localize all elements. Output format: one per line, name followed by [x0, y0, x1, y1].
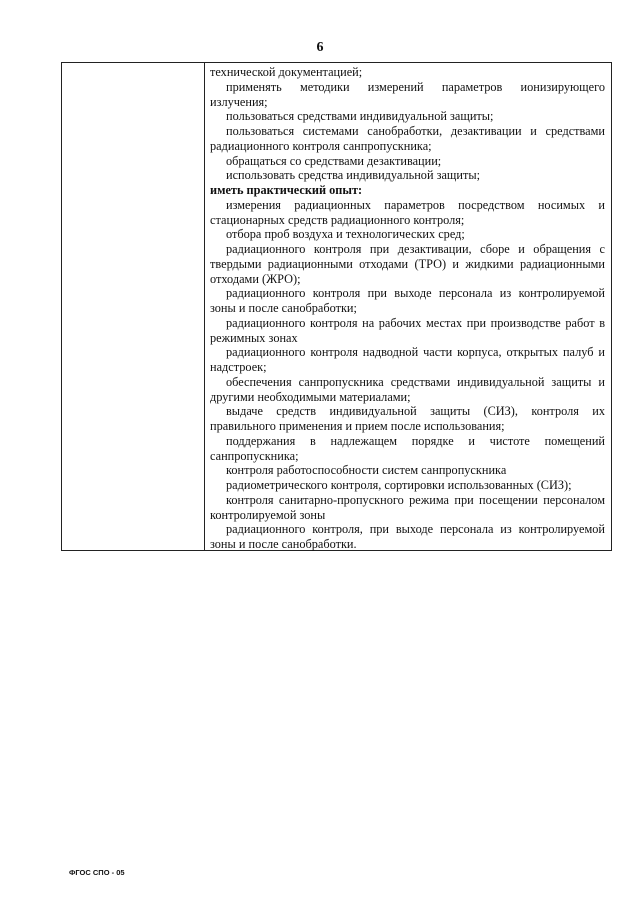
paragraph: использовать средства индивидуальной защиты; [226, 168, 481, 183]
paragraph: отбора проб воздуха и технологических сред; [226, 227, 465, 242]
table-left-column [62, 63, 205, 550]
paragraph: пользоваться средствами индивидуальной защиты; [226, 109, 494, 124]
section-heading: иметь практический опыт: [210, 183, 363, 197]
paragraph: радиационного контроля, при выходе персонала из контролируемой зоны и после санобработки. [210, 522, 605, 551]
paragraph: радиационного контроля надводной части корпуса, открытых палуб и надстроек; [210, 345, 605, 374]
paragraph: радиационного контроля на рабочих местах при производстве работ в режимных зонах [210, 315, 605, 345]
paragraph: контроля работоспособности систем санпропускника [226, 463, 507, 478]
paragraph: пользоваться системами санобработки, дезактивации и средствами радиационного контроля санпропускника; [210, 124, 605, 153]
paragraph: радиационного контроля при выходе персонала из контролируемой зоны и после санобработки; [210, 286, 605, 315]
footer-code: ФГОС СПО - 05 [69, 868, 125, 877]
paragraph: обращаться со средствами дезактивации; [226, 153, 442, 168]
paragraph: измерения радиационных параметров посредством носимых и стационарных средств радиационного контроля; [210, 197, 605, 227]
paragraph: технической документацией; [210, 65, 363, 79]
paragraph: контроля санитарно-пропускного режима при посещении персоналом контролируемой зоны [210, 492, 605, 522]
paragraph: поддержания в надлежащем порядке и чистоте помещений санпропускника; [210, 433, 605, 463]
paragraph: радиационного контроля при дезактивации, сборе и обращения с твердыми радиационными отходами (ТРО) и жидкими радиационными отходами (ЖРО); [210, 242, 605, 286]
paragraph: радиометрического контроля, сортировки использованных (СИЗ); [226, 478, 572, 492]
page-number: 6 [316, 40, 324, 55]
document-table [61, 62, 612, 551]
paragraph: применять методики измерений параметров ионизирующего излучения; [210, 79, 605, 109]
table-right-column [205, 63, 611, 550]
paragraph: выдаче средств индивидуальной защиты (СИЗ), контроля их правильного применения и прием после использования; [210, 404, 605, 433]
paragraph: обеспечения санпропускника средствами индивидуальной защиты и другими необходимыми материалами; [210, 374, 605, 404]
